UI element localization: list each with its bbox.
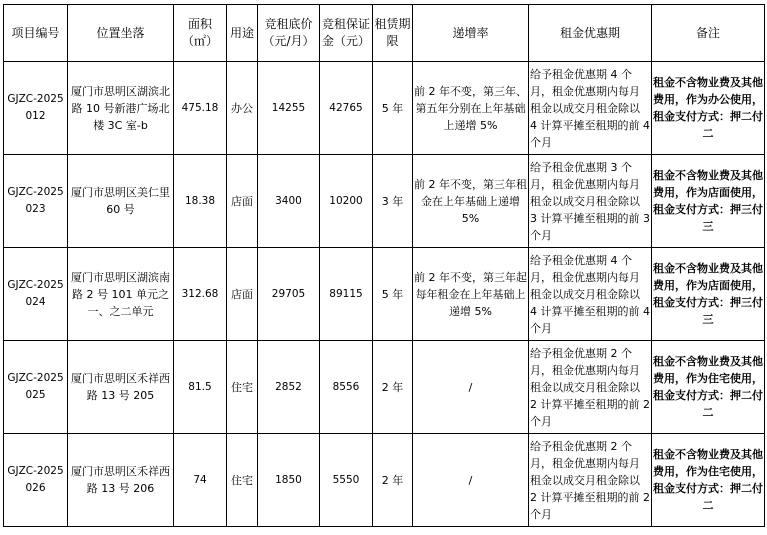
cell-area: 81.5 <box>174 341 227 434</box>
cell-free-period: 给予租金优惠期 4 个月，租金优惠期内每月租金以成交月租金除以 4 计算平摊至租期的前 4 个月 <box>529 248 652 341</box>
cell-base-price: 3400 <box>258 155 320 248</box>
cell-free-period: 给予租金优惠期 2 个月，租金优惠期内每月租金以成交月租金除以 2 计算平摊至租期的前 2 个月 <box>529 434 652 527</box>
header-location: 位置坐落 <box>68 5 174 62</box>
cell-deposit: 89115 <box>320 248 373 341</box>
table-row <box>4 341 765 434</box>
cell-location: 厦门市思明区美仁里 60 号 <box>68 155 174 248</box>
cell-term: 3 年 <box>373 155 413 248</box>
cell-id: GJZC-2025025 <box>4 341 68 434</box>
cell-id: GJZC-2025012 <box>4 62 68 155</box>
cell-increase: / <box>413 434 529 527</box>
header-increase: 递增率 <box>413 5 529 62</box>
cell-remarks: 租金不含物业费及其他费用，作为办公使用，租金支付方式：押二付二 <box>652 62 765 155</box>
table-row <box>4 155 765 248</box>
cell-location: 厦门市思明区湖滨南路 2 号 101 单元之一、之二单元 <box>68 248 174 341</box>
cell-increase: 前 2 年不变，第三年租金在上年基础上递增 5% <box>413 155 529 248</box>
header-deposit: 竞租保证金（元） <box>320 5 373 62</box>
lease-listing-table <box>3 4 765 527</box>
cell-deposit: 42765 <box>320 62 373 155</box>
cell-term: 5 年 <box>373 248 413 341</box>
cell-base-price: 1850 <box>258 434 320 527</box>
header-term: 租赁期限 <box>373 5 413 62</box>
header-row <box>4 5 765 62</box>
cell-free-period: 给予租金优惠期 2 个月，租金优惠期内每月租金以成交月租金除以 2 计算平摊至租期的前 2 个月 <box>529 341 652 434</box>
cell-term: 2 年 <box>373 434 413 527</box>
cell-increase: / <box>413 341 529 434</box>
cell-use: 店面 <box>227 155 258 248</box>
cell-base-price: 2852 <box>258 341 320 434</box>
cell-remarks: 租金不含物业费及其他费用，作为住宅使用，租金支付方式：押二付二 <box>652 434 765 527</box>
cell-use: 住宅 <box>227 341 258 434</box>
cell-remarks: 租金不含物业费及其他费用，作为住宅使用，租金支付方式：押二付二 <box>652 341 765 434</box>
cell-area: 475.18 <box>174 62 227 155</box>
cell-location: 厦门市思明区湖滨北路 10 号新港广场北楼 3C 室-b <box>68 62 174 155</box>
cell-id: GJZC-2025026 <box>4 434 68 527</box>
cell-increase: 前 2 年不变，第三年起每年租金在上年基础上递增 5% <box>413 248 529 341</box>
header-id: 项目编号 <box>4 5 68 62</box>
cell-free-period: 给予租金优惠期 3 个月，租金优惠期内每月租金以成交月租金除以 3 计算平摊至租期的前 3 个月 <box>529 155 652 248</box>
cell-id: GJZC-2025023 <box>4 155 68 248</box>
cell-area: 74 <box>174 434 227 527</box>
cell-use: 住宅 <box>227 434 258 527</box>
header-remarks: 备注 <box>652 5 765 62</box>
cell-deposit: 10200 <box>320 155 373 248</box>
cell-term: 5 年 <box>373 62 413 155</box>
cell-remarks: 租金不含物业费及其他费用，作为店面使用，租金支付方式：押三付三 <box>652 248 765 341</box>
header-free-period: 租金优惠期 <box>529 5 652 62</box>
header-base-price: 竞租底价（元/月） <box>258 5 320 62</box>
cell-id: GJZC-2025024 <box>4 248 68 341</box>
cell-use: 店面 <box>227 248 258 341</box>
cell-term: 2 年 <box>373 341 413 434</box>
cell-deposit: 5550 <box>320 434 373 527</box>
cell-area: 18.38 <box>174 155 227 248</box>
cell-base-price: 29705 <box>258 248 320 341</box>
cell-increase: 前 2 年不变，第三年、第五年分别在上年基础上递增 5% <box>413 62 529 155</box>
cell-location: 厦门市思明区禾祥西路 13 号 205 <box>68 341 174 434</box>
cell-remarks: 租金不含物业费及其他费用，作为店面使用，租金支付方式：押三付三 <box>652 155 765 248</box>
cell-base-price: 14255 <box>258 62 320 155</box>
table-row <box>4 248 765 341</box>
cell-free-period: 给予租金优惠期 4 个月，租金优惠期内每月租金以成交月租金除以 4 计算平摊至租期的前 4 个月 <box>529 62 652 155</box>
cell-deposit: 8556 <box>320 341 373 434</box>
cell-area: 312.68 <box>174 248 227 341</box>
header-use: 用途 <box>227 5 258 62</box>
table-row <box>4 434 765 527</box>
cell-location: 厦门市思明区禾祥西路 13 号 206 <box>68 434 174 527</box>
header-area: 面积（㎡） <box>174 5 227 62</box>
cell-use: 办公 <box>227 62 258 155</box>
table-row <box>4 62 765 155</box>
